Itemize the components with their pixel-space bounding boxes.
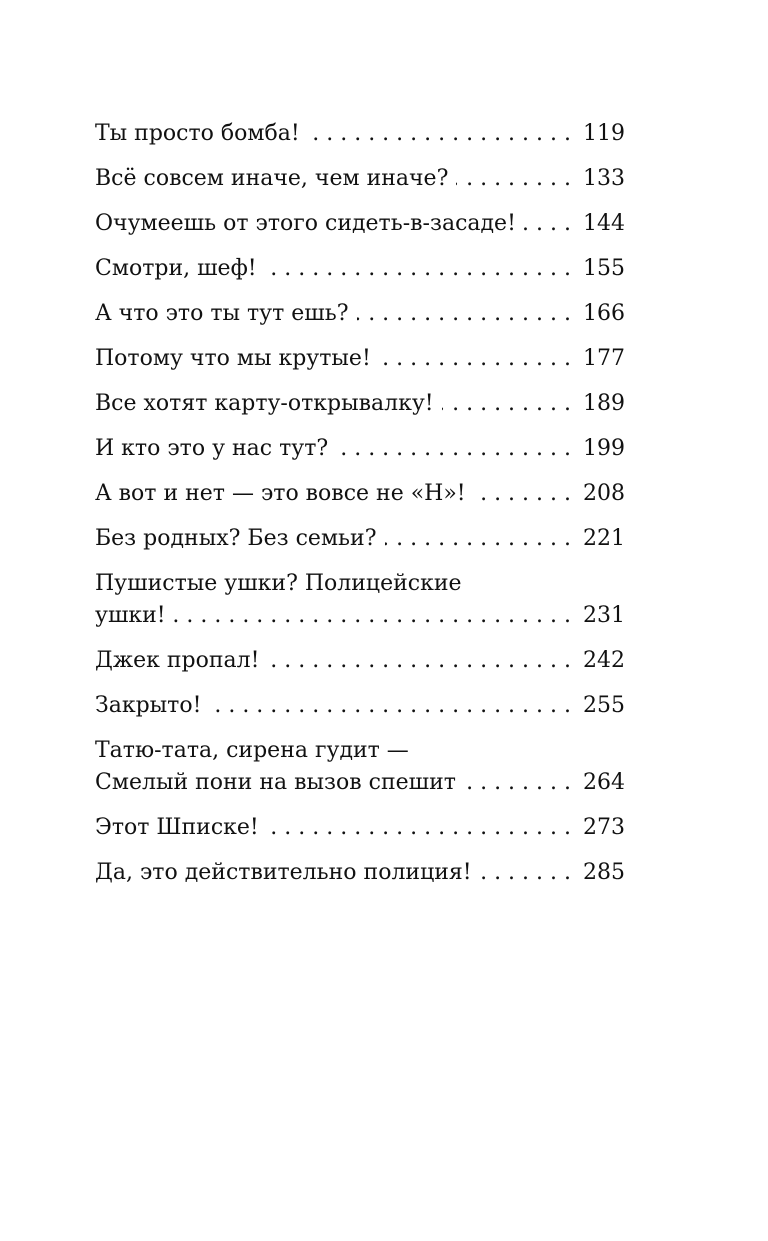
dot-leader — [480, 857, 571, 889]
toc-entry-title: Без родных? Без семьи? — [95, 526, 377, 551]
dot-leader — [267, 645, 571, 677]
table-of-contents — [95, 118, 625, 902]
toc-entry-title-line1: Пушистые ушки? Полицейские — [95, 571, 462, 596]
dot-leader — [442, 388, 571, 420]
toc-entry-title: Смотри, шеф! — [95, 256, 257, 281]
toc-entry-page: 189 — [583, 391, 625, 416]
toc-entry-title: Закрыто! — [95, 693, 202, 718]
dot-leader — [174, 600, 571, 632]
toc-entry-title: Ты просто бомба! — [95, 121, 300, 146]
toc-entry[interactable] — [95, 735, 625, 799]
toc-entry-title-line2: Смелый пони на вызов спешит — [95, 770, 456, 795]
toc-entry-page: 285 — [583, 860, 625, 885]
dot-leader — [265, 253, 571, 285]
toc-entry-title: Очумеешь от этого сидеть-в-засаде! — [95, 211, 516, 236]
toc-entry-title: Этот Шписке! — [95, 815, 259, 840]
toc-entry-title: Потому что мы крутые! — [95, 346, 371, 371]
toc-entry-page: 199 — [583, 436, 625, 461]
toc-entry[interactable] — [95, 118, 625, 150]
toc-entry-title: И кто это у нас тут? — [95, 436, 329, 461]
dot-leader — [464, 767, 571, 799]
dot-leader — [524, 208, 571, 240]
toc-entry-page: 242 — [583, 648, 625, 673]
toc-entry-page: 166 — [583, 301, 625, 326]
toc-entry-page: 155 — [583, 256, 625, 281]
toc-entry-title: Всё совсем иначе, чем иначе? — [95, 166, 449, 191]
toc-entry[interactable] — [95, 433, 625, 465]
dot-leader — [474, 478, 571, 510]
toc-entry[interactable] — [95, 523, 625, 555]
toc-entry[interactable] — [95, 298, 625, 330]
toc-entry-title: Все хотят карту-открывалку! — [95, 391, 434, 416]
dot-leader — [357, 298, 571, 330]
toc-entry-page: 177 — [583, 346, 625, 371]
toc-entry[interactable] — [95, 857, 625, 889]
toc-entry-page: 133 — [583, 166, 625, 191]
toc-entry-title: Джек пропал! — [95, 648, 260, 673]
toc-entry[interactable] — [95, 253, 625, 285]
dot-leader — [336, 433, 571, 465]
toc-entry[interactable] — [95, 690, 625, 722]
dot-leader — [308, 118, 571, 150]
dot-leader — [209, 690, 571, 722]
dot-leader — [456, 163, 571, 195]
toc-entry[interactable] — [95, 208, 625, 240]
dot-leader — [267, 812, 571, 844]
toc-entry[interactable] — [95, 812, 625, 844]
toc-entry[interactable] — [95, 568, 625, 632]
dot-leader — [379, 343, 571, 375]
toc-entry-page: 208 — [583, 481, 625, 506]
toc-entry-page: 264 — [583, 770, 625, 795]
toc-entry[interactable] — [95, 343, 625, 375]
toc-entry-title: А вот и нет — это вовсе не «Н»! — [95, 481, 466, 506]
toc-entry-page: 273 — [583, 815, 625, 840]
toc-entry[interactable] — [95, 645, 625, 677]
toc-entry[interactable] — [95, 388, 625, 420]
toc-entry[interactable] — [95, 163, 625, 195]
toc-entry-page: 119 — [583, 121, 625, 146]
toc-entry[interactable] — [95, 478, 625, 510]
toc-entry-title-line1: Татю-тата, сирена гудит — — [95, 738, 409, 763]
toc-entry-title-line2: ушки! — [95, 603, 166, 628]
dot-leader — [385, 523, 572, 555]
toc-entry-page: 255 — [583, 693, 625, 718]
toc-entry-page: 144 — [583, 211, 625, 236]
toc-entry-title: А что это ты тут ешь? — [95, 301, 349, 326]
toc-entry-page: 221 — [583, 526, 625, 551]
toc-entry-title: Да, это действительно полиция! — [95, 860, 472, 885]
toc-entry-page: 231 — [583, 603, 625, 628]
